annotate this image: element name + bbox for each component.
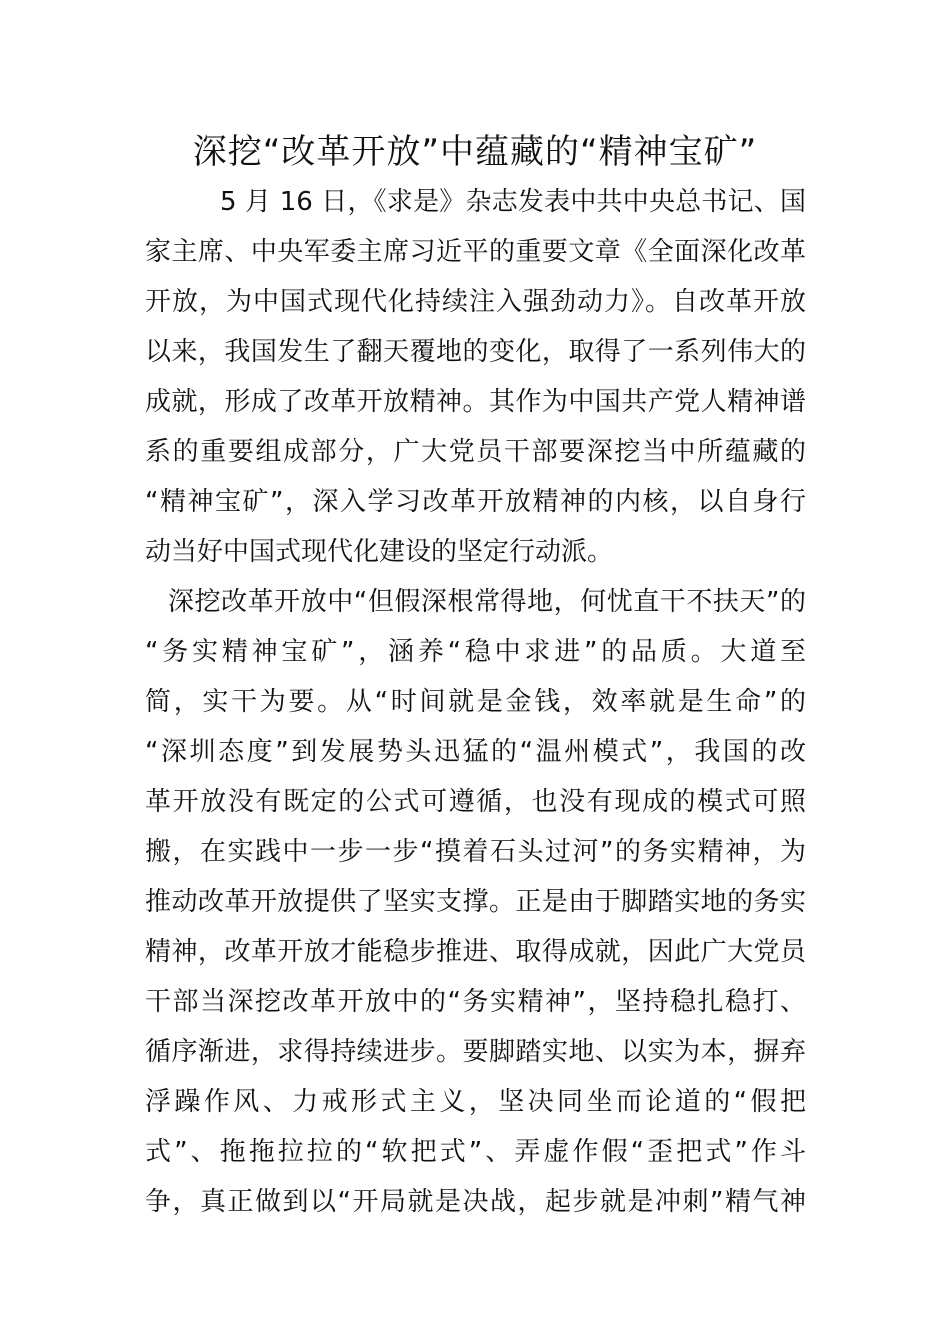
paragraph-line: 动当好中国式现代化建设的坚定行动派。 xyxy=(145,537,614,567)
paragraph-line: 争，真正做到以“开局就是决战，起步就是冲刺”精气神 xyxy=(145,1187,806,1217)
paragraph-line: 推动改革开放提供了坚实支撑。正是由于脚踏实地的务实 xyxy=(145,887,806,917)
paragraph-line: 干部当深挖改革开放中的“务实精神”，坚持稳扎稳打、 xyxy=(145,987,806,1017)
paragraph-line: 开放，为中国式现代化持续注入强劲动力》。自改革开放 xyxy=(145,287,806,317)
paragraph-line: “深圳态度”到发展势头迅猛的“温州模式”，我国的改 xyxy=(145,737,806,767)
paragraph-line: 精神，改革开放才能稳步推进、取得成就，因此广大党员 xyxy=(145,937,806,967)
paragraph-line: 系的重要组成部分，广大党员干部要深挖当中所蕴藏的 xyxy=(145,437,806,467)
paragraph-line: 浮躁作风、力戒形式主义，坚决同坐而论道的“假把 xyxy=(145,1087,806,1117)
paragraph-line: “精神宝矿”，深入学习改革开放精神的内核，以自身行 xyxy=(145,487,806,517)
paragraph-line: 成就，形成了改革开放精神。其作为中国共产党人精神谱 xyxy=(145,387,806,417)
paragraph-line: “务实精神宝矿”，涵养“稳中求进”的品质。大道至 xyxy=(145,637,806,667)
paragraph-line: 革开放没有既定的公式可遵循，也没有现成的模式可照 xyxy=(145,787,806,817)
paragraph-line: 5 月 16 日，《求是》杂志发表中共中央总书记、国 xyxy=(220,187,806,217)
paragraph-line: 深挖改革开放中“但假深根常得地，何忧直干不扶天”的 xyxy=(168,587,806,617)
article-title: 深挖“改革开放”中蕴藏的“精神宝矿” xyxy=(192,132,758,172)
paragraph-line: 搬，在实践中一步一步“摸着石头过河”的务实精神，为 xyxy=(145,837,806,867)
paragraph-line: 式”、拖拖拉拉的“软把式”、弄虚作假“歪把式”作斗 xyxy=(145,1137,806,1167)
paragraph-line: 家主席、中央军委主席习近平的重要文章《全面深化改革 xyxy=(145,237,806,267)
paragraph-line: 简，实干为要。从“时间就是金钱，效率就是生命”的 xyxy=(145,687,806,717)
paragraph-line: 循序渐进，求得持续进步。要脚踏实地、以实为本，摒弃 xyxy=(145,1037,806,1067)
paragraph-line: 以来，我国发生了翻天覆地的变化，取得了一系列伟大的 xyxy=(145,337,806,367)
